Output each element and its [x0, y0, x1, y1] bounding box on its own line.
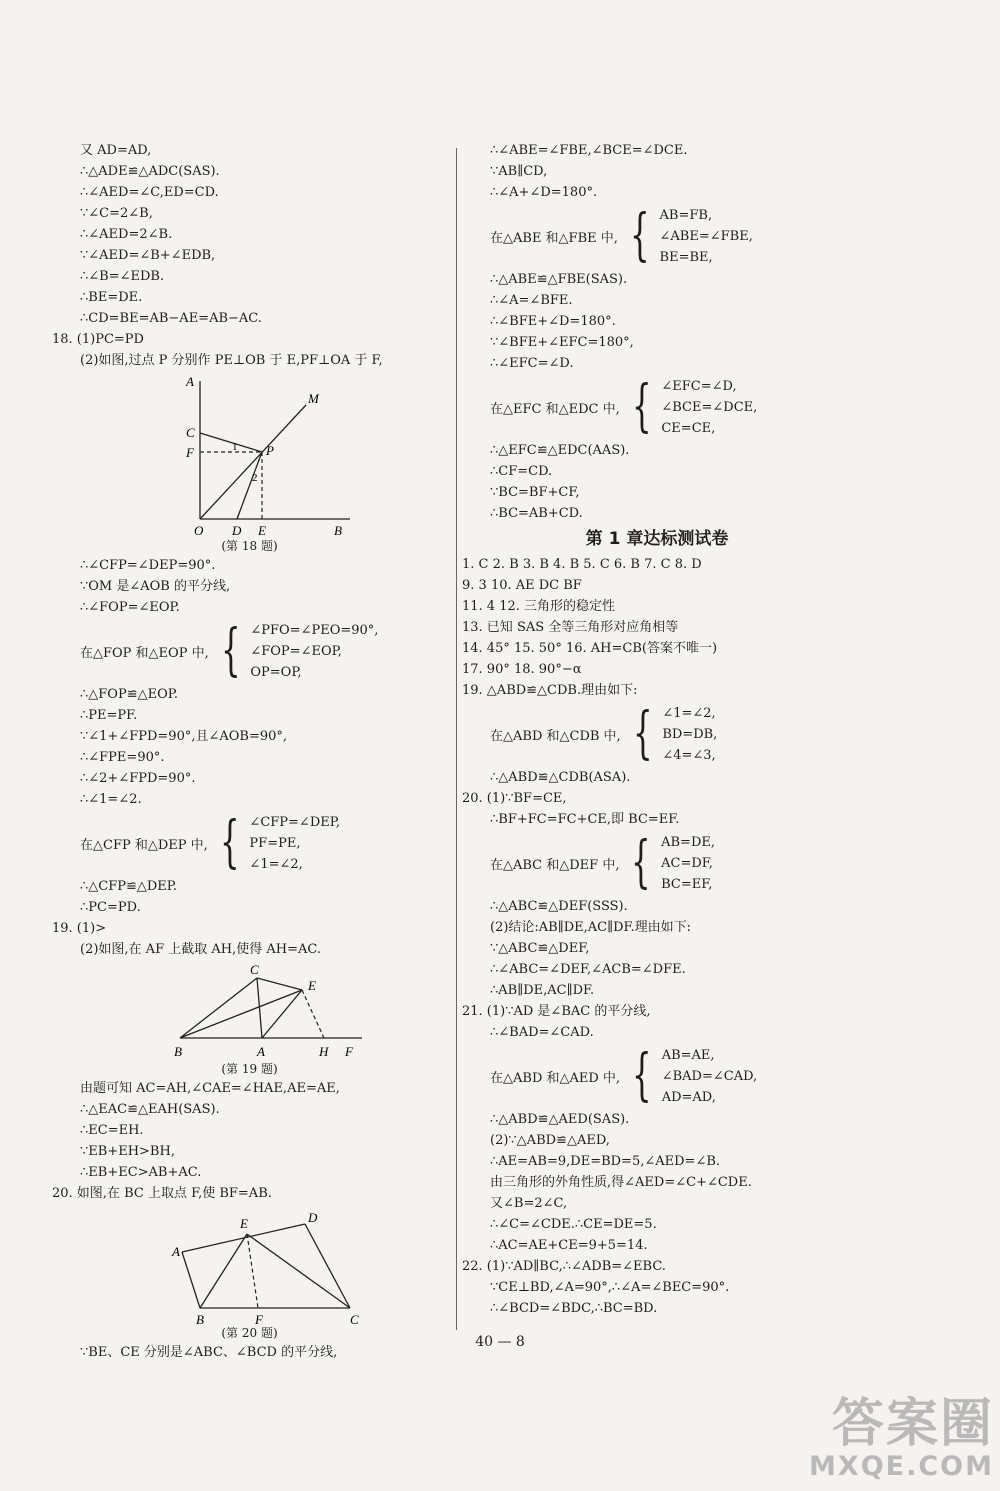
text-line: 由题可知 AC=AH,∠CAE=∠HAE,AE=AE, [80, 1081, 340, 1096]
equation-system [52, 618, 447, 684]
fig20-label-D: D [308, 1210, 318, 1225]
system-lead: 在△CFP 和△DEP 中, [80, 837, 208, 853]
text-line: ∴∠AED=2∠B. [80, 227, 173, 242]
system-lead: 在△EFC 和△EDC 中, [490, 401, 620, 417]
answer-line: 19. △ABD≌△CDB.理由如下: [462, 683, 638, 698]
fig18-label-O: O [194, 523, 204, 538]
fig18-label-B: B [334, 523, 342, 538]
watermark-url: MXQE.COM [809, 1451, 994, 1482]
system-row: ∠BAD=∠CAD, [661, 1068, 758, 1084]
watermark-logo-text: 答案圈 [831, 1394, 994, 1454]
fig20-label-C: C [350, 1312, 359, 1324]
system-row: ∠FOP=∠EOP, [250, 643, 342, 659]
text-line: ∵△ABC≌△DEF, [490, 941, 590, 956]
text-line: ∴EB+EC>AB+AC. [80, 1165, 202, 1180]
system-row: PF=PE, [249, 835, 301, 851]
left-column [52, 140, 447, 1363]
system-lead: 在△ABD 和△AED 中, [490, 1070, 621, 1086]
text-line: ∴AC=AE+CE=9+5=14. [490, 1238, 648, 1253]
fig20-label-F: F [255, 1312, 263, 1324]
column-divider [456, 148, 457, 1330]
fig20-label-E: E [240, 1216, 248, 1231]
answer-line: 1. C 2. B 3. B 4. B 5. C 6. B 7. C 8. D [462, 557, 702, 572]
text-line: ∵EB+EH>BH, [80, 1144, 175, 1159]
text-line: ∴△EFC≌△EDC(AAS). [490, 443, 630, 458]
system-lead: 在△ABD 和△CDB 中, [490, 728, 621, 744]
fig18-label-1: 1 [232, 441, 238, 453]
text-line: ∵BE、CE 分别是∠ABC、∠BCD 的平分线, [80, 1345, 338, 1360]
text-line: 又 AD=AD, [80, 143, 152, 158]
answer-line: 20. (1)∵BF=CE, [462, 791, 567, 806]
text-line: ∴CD=BE=AB−AE=AB−AC. [80, 311, 262, 326]
answer-line: 13. 已知 SAS 全等三角形对应角相等 [462, 620, 679, 635]
text-line: ∴∠BFE+∠D=180°. [490, 314, 616, 329]
text-line: ∴∠A=∠BFE. [490, 293, 573, 308]
text-line: ∴BC=AB+CD. [490, 506, 583, 521]
system-row: ∠EFC=∠D, [661, 378, 737, 394]
text-line: ∵AB∥CD, [490, 164, 548, 179]
figure-20 [52, 1204, 447, 1324]
text-line: ∴∠AED=∠C,ED=CD. [80, 185, 219, 200]
text-line: ∴∠FOP=∠EOP. [80, 600, 180, 615]
text-line: ∴AE=AB=9,DE=BD=5,∠AED=∠B. [490, 1154, 721, 1169]
text-line: ∵∠1+∠FPD=90°,且∠AOB=90°, [80, 729, 288, 744]
system-row: ∠PFO=∠PEO=90°, [250, 622, 379, 638]
text-line: ∴∠BAD=∠CAD. [490, 1025, 594, 1040]
figure-19-caption: (第 19 题) [221, 1062, 278, 1076]
figure-18-caption: (第 18 题) [221, 539, 278, 553]
equation-system [462, 830, 792, 896]
answer-line: 9. 3 10. AE DC BF [462, 578, 582, 593]
figure-19-diagram [52, 960, 447, 1060]
system-row: ∠1=∠2, [662, 705, 716, 721]
text-line: ∴∠BCD=∠BDC,∴BC=BD. [490, 1301, 658, 1316]
text-line: ∴∠B=∠EDB. [80, 269, 165, 284]
text-line: ∴PC=PD. [80, 900, 141, 915]
text-line: ∴∠C=∠CDE.∴CE=DE=5. [490, 1217, 657, 1232]
system-lead: 在△FOP 和△EOP 中, [80, 645, 209, 661]
answer-line: 22. (1)∵AD∥BC,∴∠ADB=∠EBC. [462, 1259, 666, 1274]
left-brace: { [631, 374, 652, 439]
text-line: ∴CF=CD. [490, 464, 553, 479]
fig20-label-B: B [196, 1312, 204, 1324]
text-line: ∴∠CFP=∠DEP=90°. [80, 558, 216, 573]
text-line: ∴∠EFC=∠D. [490, 356, 574, 371]
text-line: (2)∵△ABD≌△AED, [490, 1133, 610, 1148]
system-lead: 在△ABC 和△DEF 中, [490, 857, 620, 873]
page-number: 40 — 8 [475, 1334, 525, 1350]
fig20-label-A: A [172, 1244, 180, 1259]
fig18-label-C: C [186, 425, 195, 440]
answer-line: 11. 4 12. 三角形的稳定性 [462, 599, 616, 614]
text-line: ∴PE=PF. [80, 708, 138, 723]
text-line: ∴△ABC≌△DEF(SSS). [490, 899, 628, 914]
fig18-label-D: D [232, 523, 242, 538]
system-row: ∠1=∠2, [249, 856, 303, 872]
text-line: ∵∠BFE+∠EFC=180°, [490, 335, 634, 350]
text-line: ∵CE⊥BD,∠A=90°,∴∠A=∠BEC=90°. [490, 1280, 730, 1295]
answer-line: 17. 90° 18. 90°−α [462, 662, 582, 677]
text-line: ∴△ADE≌△ADC(SAS). [80, 164, 220, 179]
left-brace: { [632, 1043, 652, 1108]
fig19-label-E: E [308, 978, 316, 993]
figure-20-diagram [52, 1204, 447, 1324]
answer-line: 14. 45° 15. 50° 16. AH=CB(答案不唯一) [462, 641, 718, 656]
figure-19 [52, 960, 447, 1060]
system-row: AB=DE, [661, 834, 715, 850]
system-row: CE=CE, [661, 420, 716, 436]
system-row: ∠CFP=∠DEP, [249, 814, 340, 830]
equation-system [462, 374, 792, 440]
fig19-label-B: B [174, 1044, 182, 1059]
answer-line: 21. (1)∵AD 是∠BAC 的平分线, [462, 1004, 651, 1019]
text-line: 由三角形的外角性质,得∠AED=∠C+∠CDE. [490, 1175, 752, 1190]
fig19-label-A: A [257, 1044, 265, 1059]
fig18-label-E: E [258, 523, 266, 538]
system-row: AB=FB, [659, 207, 713, 223]
equation-system [462, 1043, 792, 1109]
equation-system [462, 701, 792, 767]
section-heading: 第 1 章达标测试卷 [585, 529, 729, 549]
fig19-label-C: C [250, 962, 259, 977]
text-line: ∵∠C=2∠B, [80, 206, 153, 221]
text-line: ∵BC=BF+CF, [490, 485, 580, 500]
figure-18 [52, 371, 447, 547]
text-line: ∴BE=DE. [80, 290, 143, 305]
text-line: ∴∠ABC=∠DEF,∠ACB=∠DFE. [490, 962, 686, 977]
text-line: ∴∠ABE=∠FBE,∠BCE=∠DCE. [490, 143, 688, 158]
equation-system [462, 203, 792, 269]
fig18-label-A: A [186, 374, 194, 389]
left-brace: { [631, 830, 652, 895]
text-line: ∴△EAC≌△EAH(SAS). [80, 1102, 220, 1117]
text-line: ∴EC=EH. [80, 1123, 144, 1138]
system-row: AD=AD, [661, 1089, 716, 1105]
text-line: ∴BF+FC=FC+CE,即 BC=EF. [490, 812, 680, 827]
text-line: ∴△ABE≌△FBE(SAS). [490, 272, 628, 287]
right-column [462, 140, 792, 1319]
fig19-label-F: F [345, 1044, 353, 1059]
text-line: ∴AB∥DE,AC∥DF. [490, 983, 595, 998]
system-lead: 在△ABE 和△FBE 中, [490, 230, 618, 246]
system-row: ∠BCE=∠DCE, [661, 399, 758, 415]
text-line: (2)结论:AB∥DE,AC∥DF.理由如下: [490, 920, 692, 935]
system-row: BC=EF, [661, 876, 713, 892]
fig19-label-H: H [319, 1044, 329, 1059]
question-18-part2: (2)如图,过点 P 分别作 PE⊥OB 于 E,PF⊥OA 于 F, [80, 353, 383, 368]
left-brace: { [219, 810, 240, 875]
fig18-label-P: P [266, 443, 274, 458]
question-19-part2: (2)如图,在 AF 上截取 AH,使得 AH=AC. [80, 942, 321, 957]
text-line: ∵OM 是∠AOB 的平分线, [80, 579, 231, 594]
system-row: ∠ABE=∠FBE, [659, 228, 753, 244]
system-row: ∠4=∠3, [662, 747, 716, 763]
watermark [809, 1396, 994, 1482]
fig18-label-2: 2 [252, 472, 258, 484]
system-row: BD=DB, [662, 726, 718, 742]
text-line: 又∠B=2∠C, [490, 1196, 568, 1211]
equation-system [52, 810, 447, 876]
text-line: ∴∠FPE=90°. [80, 750, 165, 765]
text-line: ∴∠2+∠FPD=90°. [80, 771, 196, 786]
text-line: ∴△ABD≌△CDB(ASA). [490, 770, 631, 785]
left-brace: { [220, 618, 241, 683]
text-line: ∴∠1=∠2. [80, 792, 142, 807]
figure-20-caption: (第 20 题) [221, 1326, 278, 1340]
text-line: ∴△ABD≌△AED(SAS). [490, 1112, 630, 1127]
system-row: BE=BE, [659, 249, 713, 265]
system-row: AB=AE, [661, 1047, 715, 1063]
text-line: ∴△FOP≌△EOP. [80, 687, 178, 702]
left-brace: { [632, 701, 653, 766]
question-19-part1: 19. (1)> [52, 921, 107, 936]
figure-18-diagram [52, 371, 447, 547]
question-18-part1: 18. (1)PC=PD [52, 332, 144, 347]
fig18-label-M: M [308, 391, 319, 406]
text-line: ∴∠A+∠D=180°. [490, 185, 598, 200]
text-line: ∴△CFP≌△DEP. [80, 879, 178, 894]
left-brace: { [629, 203, 650, 268]
text-line: ∵∠AED=∠B+∠EDB, [80, 248, 216, 263]
fig18-label-F: F [186, 445, 194, 460]
system-row: AC=DF, [661, 855, 713, 871]
system-row: OP=OP, [250, 664, 302, 680]
question-20: 20. 如图,在 BC 上取点 F,使 BF=AB. [52, 1186, 272, 1201]
